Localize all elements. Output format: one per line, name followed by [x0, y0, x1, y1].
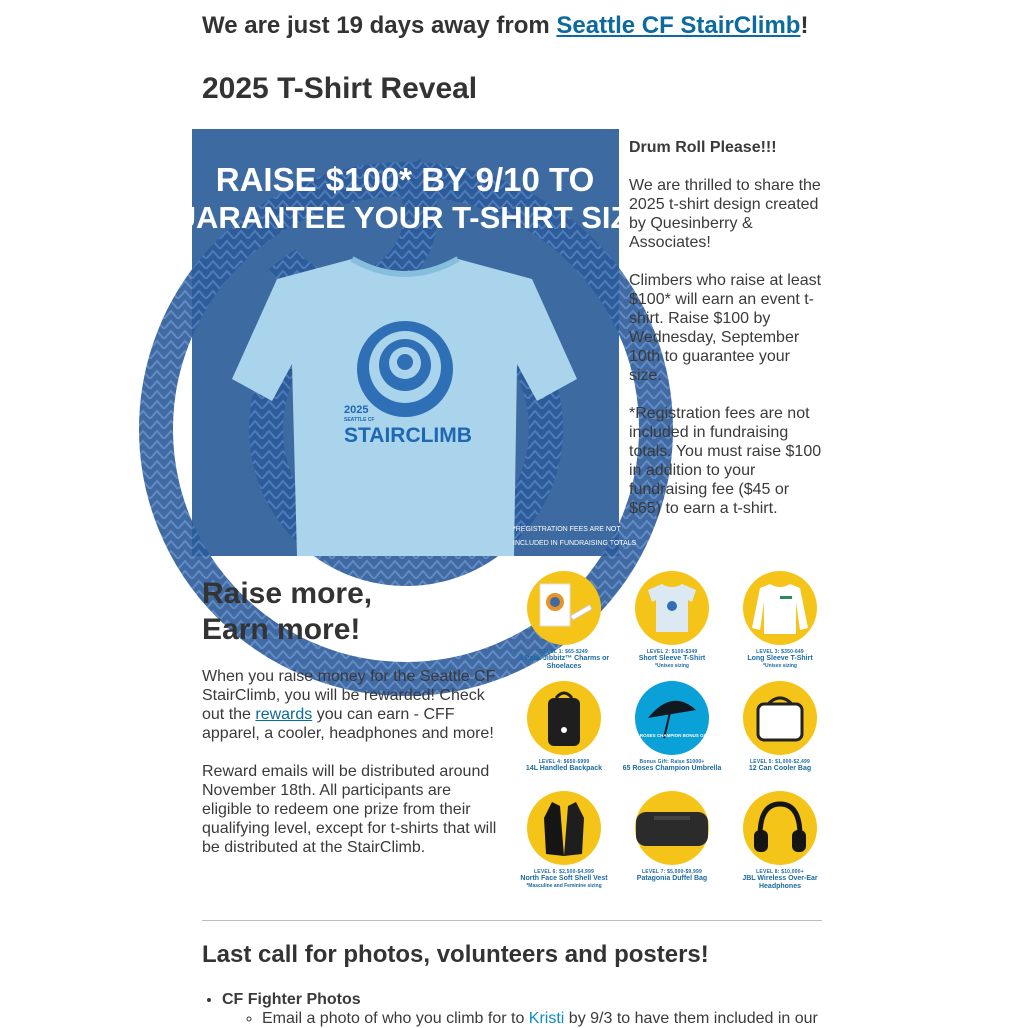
last-call-heading: Last call for photos, volunteers and posters!	[202, 941, 709, 968]
rose-logo-icon	[357, 321, 453, 417]
reveal-title: 2025 T-Shirt Reveal	[202, 72, 478, 105]
shirt-brand-text: STAIRCLIMB	[344, 424, 472, 447]
reward-distribution-text: Reward emails will be distributed around November 18th. All participants are eligible to redeem one prize from their qualifying level, except for t-shirts that will be distributed at the StairClimb.	[202, 763, 497, 856]
footnote-line-2: INCLUDED IN FUNDRAISING TOTALS	[513, 540, 637, 547]
list-item: • CF Fighter Photos ◦ Email a photo of who you climb for to Kristi by 9/3 to have them included in our	[222, 990, 842, 1028]
banner-line-2: GUARANTEE YOUR T-SHIRT SIZE!	[149, 200, 661, 235]
cooler-icon	[742, 680, 818, 756]
registration-note-text: *Registration fees are not included in fundraising totals. You must raise $100 in addition to your fundraising fee ($45 or $65) to earn a t-shirt.	[629, 405, 822, 517]
reward-level-5: LEVEL 5: $1,000-$2,499 12 Can Cooler Bag	[726, 680, 834, 773]
reward-bonus-umbrella: 65 ROSES CHAMPION BONUS GIFT Bonus Gift: Raise $1000+ 65 Roses Champion Umbrella	[618, 680, 726, 773]
section-divider	[202, 920, 822, 921]
last-call-list	[202, 990, 842, 1028]
list-item: ◦ Email a photo of who you climb for to Kristi by 9/3 to have them included in our	[262, 1009, 842, 1028]
vest-icon	[526, 790, 602, 866]
reward-level-6: LEVEL 6: $2,500-$4,999 North Face Soft Shell Vest *Masculine and Feminine sizing	[510, 790, 618, 889]
drum-roll-text: Drum Roll Please!!!	[629, 139, 777, 156]
reward-level-1: LEVEL 1: $65-$249 2 Pack Jibbitz™ Charms or Shoelaces	[510, 570, 618, 671]
reward-level-7: LEVEL 7: $5,000-$9,999 Patagonia Duffel Bag	[618, 790, 726, 883]
kristi-link[interactable]: Kristi	[528, 1010, 565, 1027]
countdown-heading: We are just 19 days away from Seattle CF StairClimb!	[202, 12, 809, 39]
tshirt-reveal-image	[149, 129, 661, 556]
stairclimb-link[interactable]: Seattle CF StairClimb	[556, 12, 801, 39]
umbrella-icon	[634, 680, 710, 756]
svg-text:SEATTLE CF: SEATTLE CF	[344, 417, 375, 423]
tshirt-icon	[634, 570, 710, 646]
tshirt-requirement-text: Climbers who raise at least $100* will earn an event t-shirt. Raise $100 by Wednesday, September 10th to guarantee your size.	[629, 272, 822, 384]
svg-text:2025: 2025	[344, 404, 369, 416]
long-sleeve-icon	[742, 570, 818, 646]
rewards-grid	[510, 566, 832, 901]
reward-level-3: LEVEL 3: $350-649 Long Sleeve T-Shirt *Unisex sizing	[726, 570, 834, 669]
umbrella-badge-text: 65 ROSES CHAMPION BONUS GIFT	[633, 733, 711, 738]
reward-level-4: LEVEL 4: $650-$999 14L Handled Backpack	[510, 680, 618, 773]
rewards-link[interactable]: rewards	[255, 706, 313, 723]
headphones-icon	[742, 790, 818, 866]
tshirt-artwork	[149, 129, 661, 556]
reward-level-8: LEVEL 8: $10,000+ JBL Wireless Over-Ear Headphones	[726, 790, 834, 891]
tshirt-description	[629, 138, 824, 537]
design-credit-text: We are thrilled to share the 2025 t-shirt design created by Quesinberry & Associates!	[629, 177, 821, 251]
backpack-icon	[526, 680, 602, 756]
raise-more-heading: Raise more, Earn more!	[202, 577, 373, 646]
reward-level-2: LEVEL 2: $100-$349 Short Sleeve T-Shirt *Unisex sizing	[618, 570, 726, 669]
rewards-description	[202, 667, 502, 876]
footnote-line-1: *REGISTRATION FEES ARE NOT	[513, 526, 621, 533]
banner-line-1: RAISE $100* BY 9/10 TO	[215, 161, 595, 198]
rewards-intro-text: When you raise money for the Seattle CF StairClimb, you will be rewarded! Check out the rewards you can earn - CFF apparel, a cooler, headphones and more!	[202, 668, 496, 742]
charms-icon	[526, 570, 602, 646]
duffel-icon	[634, 790, 710, 866]
